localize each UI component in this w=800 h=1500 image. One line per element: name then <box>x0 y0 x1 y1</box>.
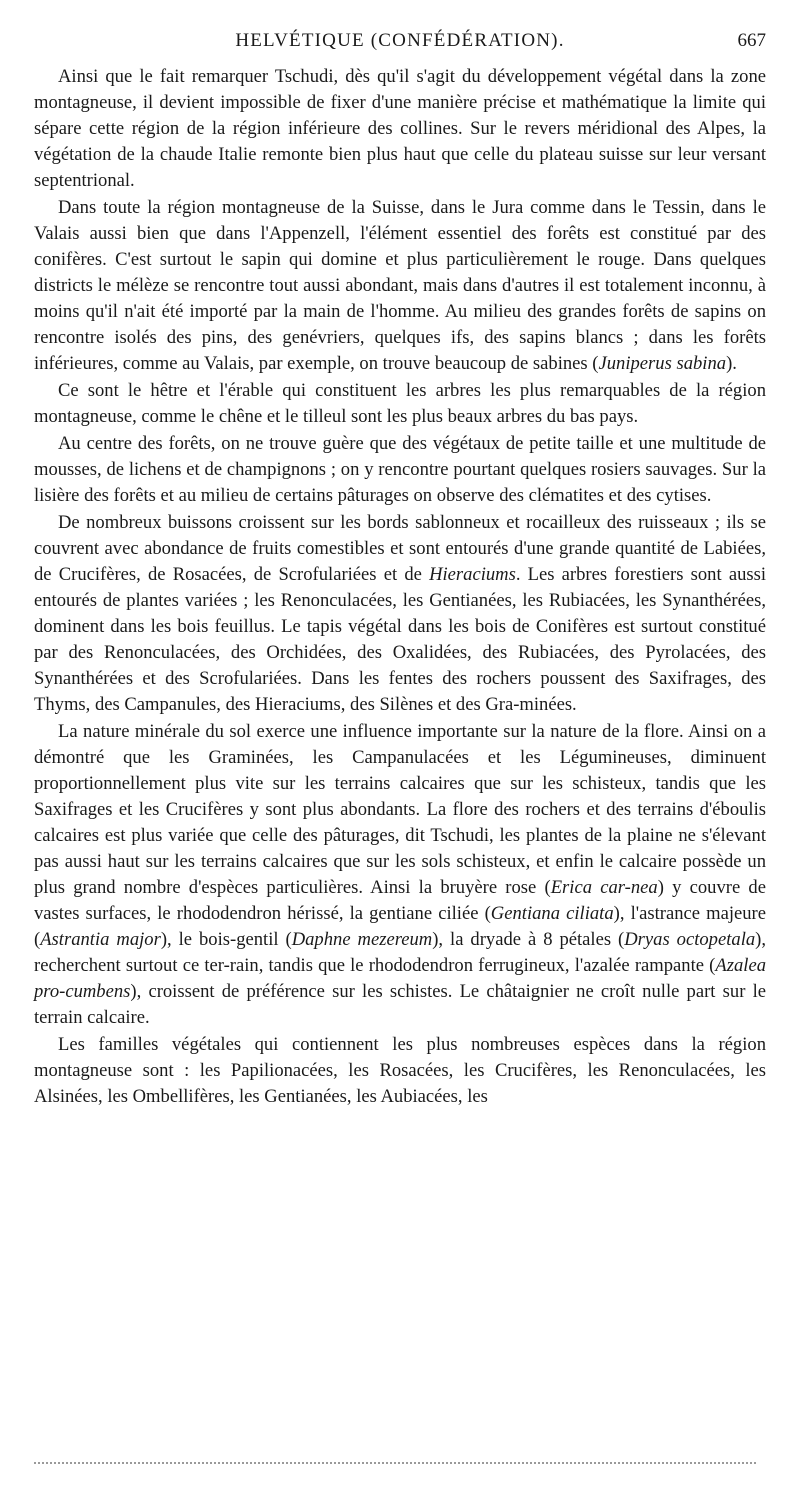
paragraph-4 <box>34 431 766 509</box>
species-name: Hieraciums <box>429 564 516 585</box>
text-segment: ) y couvre de vastes surfaces, le rhododendron hérissé, la gentiane ciliée ( <box>34 877 766 924</box>
text-segment: . Les arbres forestiers sont aussi entourés de plantes variées ; les Renonculacées, les Gentianées, les Rubiacées, les Synanthérées, dominent dans les bois feuillus. Le tapis végétal dans les bois de Conifères est surtout constitué par des Renonculacées, des Orchidées, des Oxalidées, des Rubiacées, des Pyrolacées, des Synanthérées et des Scrofulariées. Dans les fentes des rochers poussent des Saxifrages, des Thyms, des Campanules, des Hieraciums, des Silènes et des Gra-minées. <box>34 564 767 715</box>
paragraph-5 <box>34 510 766 718</box>
text-segment: Dans toute la région montagneuse de la Suisse, dans le Jura comme dans le Tessin, dans le Valais aussi bien que dans l'Appenzell, l'élément essentiel des forêts est constitué par des conifères. C'est surtout le sapin qui domine et plus particulièrement le rouge. Dans quelques districts le mélèze se rencontre tout aussi abondant, mais dans d'autres il est totalement inconnu, à moins qu'il n'ait été importé par la main de l'homme. Au milieu des grandes forêts de sapins on rencontre isolés des pins, des genévriers, quelques ifs, des sapins blancs ; dans les forêts inférieures, comme au Valais, par exemple, on trouve beaucoup de sabines ( <box>34 197 766 374</box>
species-name: Gentiana ciliata <box>490 903 614 924</box>
species-name: Astrantia major <box>40 929 161 950</box>
text-segment: De nombreux buissons croissent sur les bords sablonneux et rocailleux des ruisseaux ; ils se couvrent avec abondance de fruits comestibles et sont entourés d'une grande quantité de Labiées, de Crucifères, de Rosacées, de Scrofulariées et de <box>34 512 766 585</box>
text-segment: Les familles végétales qui contiennent les plus nombreuses espèces dans la région montagneuse sont : les Papilionacées, les Rosacées, les Crucifères, les Renonculacées, les Alsinées, les Ombellifères, les Gentianées, les Aubiacées, les <box>34 1034 766 1107</box>
text-segment: Au centre des forêts, on ne trouve guère que des végétaux de petite taille et une multitude de mousses, de lichens et de champignons ; on y rencontre pourtant quelques rosiers sauvages. Sur la lisière des forêts et au milieu de certains pâturages on observe des clématites et des cytises. <box>34 433 766 506</box>
paragraph-1 <box>34 64 766 194</box>
species-name: Daphne mezereum <box>291 929 433 950</box>
footer-divider <box>34 1462 756 1464</box>
species-name: Dryas octopetala <box>624 929 756 950</box>
text-segment: ), l'astrance majeure ( <box>34 903 766 950</box>
text-segment: ), recherchent surtout ce ter-rain, tandis que le rhododendron ferrugineux, l'azalée rampante ( <box>34 929 766 976</box>
species-name: Juniperus sabina <box>598 353 727 374</box>
paragraph-7 <box>34 1032 766 1110</box>
page-number: 667 <box>737 30 766 51</box>
text-segment: ), le bois-gentil ( <box>160 929 292 950</box>
species-name: Erica car-nea <box>550 877 658 898</box>
paragraph-6 <box>34 719 766 1031</box>
species-name: Azalea pro-cumbens <box>34 955 766 1002</box>
body-text <box>34 64 766 1110</box>
page-header <box>34 30 766 60</box>
text-segment: ). <box>726 353 737 374</box>
paragraph-3 <box>34 378 766 430</box>
text-segment: Ce sont le hêtre et l'érable qui constituent les arbres les plus remarquables de la région montagneuse, comme le chêne et le tilleul sont les plus beaux arbres du bas pays. <box>34 380 766 427</box>
paragraph-2 <box>34 195 766 377</box>
text-segment: Ainsi que le fait remarquer Tschudi, dès qu'il s'agit du développement végétal dans la zone montagneuse, il devient impossible de fixer d'une manière précise et mathématique la limite qui sépare cette région de la région inférieure des collines. Sur le revers méridional des Alpes, la végétation de la chaude Italie remonte bien plus haut que celle du plateau suisse sur leur versant septentrional. <box>34 66 766 191</box>
text-segment: ), la dryade à 8 pétales ( <box>432 929 625 950</box>
text-segment: La nature minérale du sol exerce une influence importante sur la nature de la flore. Ainsi on a démontré que les Graminées, les Campanulacées et les Légumineuses, diminuent proportionnellement plus vite sur les terrains calcaires que sur les schisteux, tandis que les Saxifrages et les Crucifères y sont plus abondants. La flore des rochers et des terrains d'éboulis calcaires est plus variée que celle des pâturages, dit Tschudi, les plantes de la plaine ne s'élevant pas aussi haut sur les terrains calcaires que sur les sols schisteux, et enfin le calcaire possède un plus grand nombre d'espèces particulières. Ainsi la bruyère rose ( <box>34 721 766 898</box>
running-head: HELVÉTIQUE (CONFÉDÉRATION). <box>235 30 565 51</box>
text-segment: ), croissent de préférence sur les schistes. Le châtaignier ne croît nulle part sur le terrain calcaire. <box>34 981 766 1028</box>
